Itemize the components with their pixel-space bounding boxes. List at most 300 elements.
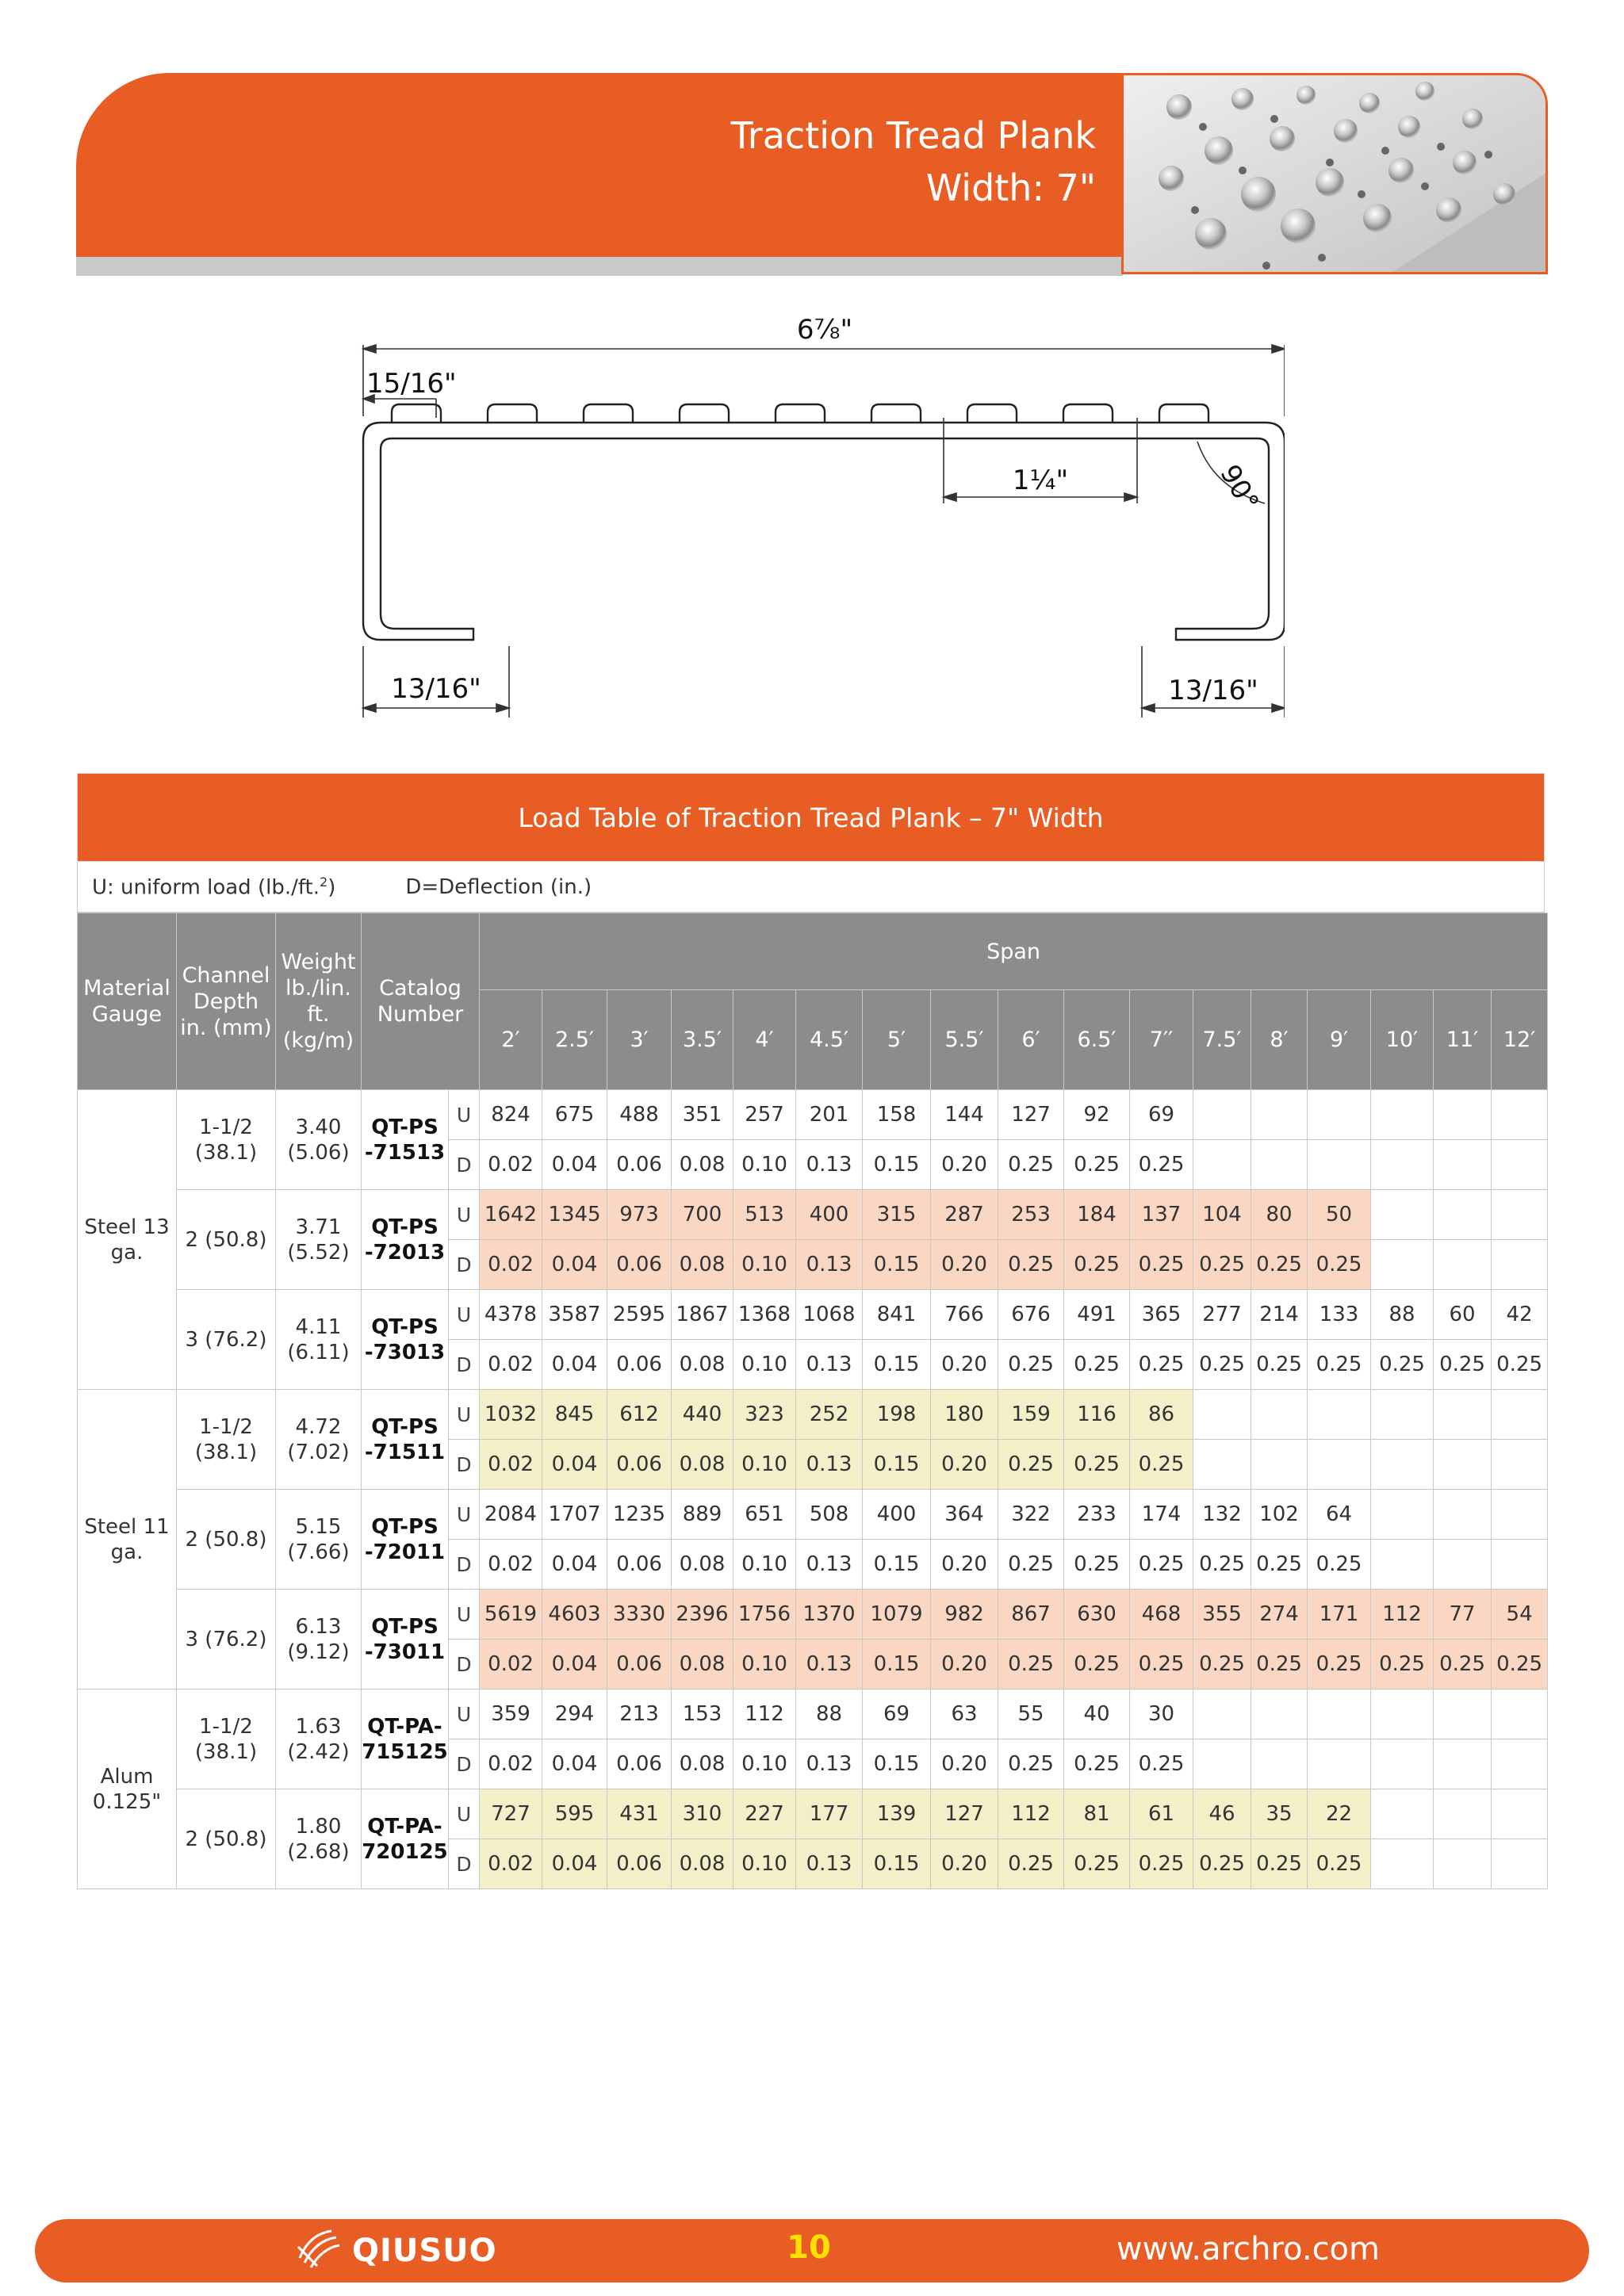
deflection-value-cell: 0.25 bbox=[1064, 1340, 1130, 1390]
deflection-value-cell: 0.25 bbox=[1130, 1640, 1193, 1689]
lip-width-label: 15/16" bbox=[366, 368, 457, 400]
load-value-cell: 766 bbox=[931, 1290, 998, 1340]
deflection-value-cell: 0.25 bbox=[1064, 1440, 1130, 1490]
weight-cell: 3.71 (5.52) bbox=[276, 1190, 362, 1290]
load-value-cell: 40 bbox=[1064, 1689, 1130, 1739]
span-header-9: 6.5′ bbox=[1064, 990, 1130, 1090]
load-value-cell: 3330 bbox=[607, 1590, 672, 1640]
dimple bbox=[1297, 86, 1316, 105]
deflection-value-cell bbox=[1193, 1140, 1251, 1190]
uniform-load-marker: U bbox=[449, 1390, 480, 1440]
load-value-cell: 55 bbox=[998, 1689, 1064, 1739]
load-value-cell: 513 bbox=[733, 1190, 796, 1240]
table-title: Load Table of Traction Tread Plank – 7" Width bbox=[77, 773, 1545, 862]
tread-bump bbox=[1063, 404, 1113, 423]
load-value-cell: 35 bbox=[1251, 1789, 1308, 1839]
deflection-marker: D bbox=[449, 1240, 480, 1290]
deflection-value-cell: 0.10 bbox=[733, 1440, 796, 1490]
small-hole bbox=[1421, 182, 1429, 190]
deflection-value-cell: 0.08 bbox=[672, 1440, 733, 1490]
tread-bump bbox=[776, 404, 825, 423]
span-header-5: 4.5′ bbox=[796, 990, 863, 1090]
load-value-cell bbox=[1193, 1090, 1251, 1140]
deflection-value-cell bbox=[1371, 1240, 1434, 1290]
load-value-cell: 233 bbox=[1064, 1490, 1130, 1540]
deflection-value-cell: 0.06 bbox=[607, 1240, 672, 1290]
deflection-value-cell: 0.02 bbox=[480, 1839, 542, 1889]
span-header-6: 5′ bbox=[863, 990, 931, 1090]
deflection-value-cell: 0.10 bbox=[733, 1540, 796, 1590]
weight-cell: 1.63 (2.42) bbox=[276, 1689, 362, 1789]
deflection-value-cell bbox=[1434, 1540, 1492, 1590]
tread-bump bbox=[488, 404, 537, 423]
deflection-marker: D bbox=[449, 1540, 480, 1590]
dimple bbox=[1388, 158, 1414, 183]
deflection-value-cell: 0.25 bbox=[1492, 1340, 1548, 1390]
deflection-value-cell bbox=[1371, 1739, 1434, 1789]
deflection-value-cell: 0.04 bbox=[542, 1340, 607, 1390]
deflection-value-cell: 0.25 bbox=[1371, 1640, 1434, 1689]
tread-bump bbox=[871, 404, 921, 423]
deflection-value-cell: 0.25 bbox=[998, 1540, 1064, 1590]
deflection-value-cell: 0.10 bbox=[733, 1640, 796, 1689]
load-value-cell: 889 bbox=[672, 1490, 733, 1540]
dimple bbox=[1231, 88, 1254, 110]
load-value-cell: 1345 bbox=[542, 1190, 607, 1240]
load-value-cell bbox=[1251, 1689, 1308, 1739]
deflection-value-cell bbox=[1251, 1140, 1308, 1190]
title-line-2: Width: 7" bbox=[925, 166, 1096, 209]
dimple bbox=[1195, 218, 1227, 250]
deflection-value-cell: 0.25 bbox=[1308, 1540, 1371, 1590]
load-value-cell bbox=[1193, 1689, 1251, 1739]
deflection-value-cell bbox=[1371, 1540, 1434, 1590]
uniform-load-marker: U bbox=[449, 1689, 480, 1739]
right-return-label: 13/16" bbox=[1168, 675, 1258, 706]
load-value-cell: 80 bbox=[1251, 1190, 1308, 1240]
load-value-cell: 22 bbox=[1308, 1789, 1371, 1839]
load-value-cell bbox=[1308, 1390, 1371, 1440]
deflection-marker: D bbox=[449, 1440, 480, 1490]
material-cell: Alum 0.125" bbox=[78, 1689, 177, 1889]
deflection-value-cell: 0.06 bbox=[607, 1140, 672, 1190]
weight-cell: 3.40 (5.06) bbox=[276, 1090, 362, 1190]
load-value-cell: 287 bbox=[931, 1190, 998, 1240]
load-value-cell bbox=[1308, 1689, 1371, 1739]
deflection-value-cell: 0.20 bbox=[931, 1340, 998, 1390]
page-number: 10 bbox=[787, 2229, 831, 2266]
material-cell: Steel 11 ga. bbox=[78, 1390, 177, 1689]
load-value-cell: 364 bbox=[931, 1490, 998, 1540]
load-value-cell: 102 bbox=[1251, 1490, 1308, 1540]
catalog-cell: QT-PS -71511 bbox=[362, 1390, 449, 1490]
deflection-value-cell: 0.08 bbox=[672, 1540, 733, 1590]
dimple bbox=[1316, 168, 1344, 197]
deflection-marker: D bbox=[449, 1739, 480, 1789]
load-value-cell: 431 bbox=[607, 1789, 672, 1839]
table-row bbox=[78, 1490, 1548, 1540]
deflection-value-cell: 0.20 bbox=[931, 1540, 998, 1590]
small-hole bbox=[1199, 123, 1207, 131]
header-weight: Weight lb./lin. ft. (kg/m) bbox=[276, 913, 362, 1090]
deflection-value-cell: 0.25 bbox=[1434, 1340, 1492, 1390]
small-hole bbox=[1437, 143, 1445, 151]
header-channel-depth: Channel Depth in. (mm) bbox=[177, 913, 276, 1090]
span-header-11: 7.5′ bbox=[1193, 990, 1251, 1090]
deflection-value-cell: 0.15 bbox=[863, 1640, 931, 1689]
load-value-cell: 42 bbox=[1492, 1290, 1548, 1340]
angle-label: 90° bbox=[1213, 459, 1265, 517]
load-value-cell: 46 bbox=[1193, 1789, 1251, 1839]
dimple bbox=[1205, 136, 1233, 165]
load-value-cell: 1235 bbox=[607, 1490, 672, 1540]
load-value-cell: 227 bbox=[733, 1789, 796, 1839]
catalog-cell: QT-PS -73011 bbox=[362, 1590, 449, 1689]
deflection-value-cell: 0.25 bbox=[1064, 1240, 1130, 1290]
load-value-cell: 3587 bbox=[542, 1290, 607, 1340]
catalog-cell: QT-PS -71513 bbox=[362, 1090, 449, 1190]
deflection-value-cell bbox=[1434, 1240, 1492, 1290]
dimple bbox=[1334, 119, 1358, 143]
deflection-value-cell: 0.04 bbox=[542, 1240, 607, 1290]
load-value-cell bbox=[1492, 1490, 1548, 1540]
deflection-value-cell: 0.02 bbox=[480, 1640, 542, 1689]
dimple bbox=[1462, 109, 1483, 129]
deflection-value-cell bbox=[1193, 1440, 1251, 1490]
deflection-value-cell: 0.15 bbox=[863, 1140, 931, 1190]
channel-profile-svg bbox=[349, 313, 1285, 741]
load-value-cell: 4603 bbox=[542, 1590, 607, 1640]
load-value-cell: 322 bbox=[998, 1490, 1064, 1540]
deflection-value-cell: 0.02 bbox=[480, 1240, 542, 1290]
load-value-cell: 727 bbox=[480, 1789, 542, 1839]
weight-cell: 6.13 (9.12) bbox=[276, 1590, 362, 1689]
uniform-load-marker: U bbox=[449, 1190, 480, 1240]
load-value-cell: 2595 bbox=[607, 1290, 672, 1340]
load-value-cell: 64 bbox=[1308, 1490, 1371, 1540]
load-value-cell: 30 bbox=[1130, 1689, 1193, 1739]
load-value-cell bbox=[1193, 1390, 1251, 1440]
table-row bbox=[78, 1789, 1548, 1839]
perforated-metal-image bbox=[1124, 75, 1548, 274]
load-value-cell: 77 bbox=[1434, 1590, 1492, 1640]
deflection-value-cell: 0.25 bbox=[1308, 1839, 1371, 1889]
weight-cell: 1.80 (2.68) bbox=[276, 1789, 362, 1889]
load-value-cell: 54 bbox=[1492, 1590, 1548, 1640]
table-row bbox=[78, 1290, 1548, 1340]
deflection-value-cell: 0.15 bbox=[863, 1839, 931, 1889]
deflection-value-cell bbox=[1251, 1440, 1308, 1490]
deflection-value-cell bbox=[1251, 1739, 1308, 1789]
deflection-value-cell: 0.25 bbox=[1130, 1739, 1193, 1789]
uniform-load-marker: U bbox=[449, 1090, 480, 1140]
load-value-cell: 153 bbox=[672, 1689, 733, 1739]
deflection-value-cell: 0.04 bbox=[542, 1140, 607, 1190]
load-value-cell bbox=[1492, 1390, 1548, 1440]
load-value-cell: 88 bbox=[1371, 1290, 1434, 1340]
deflection-value-cell: 0.15 bbox=[863, 1340, 931, 1390]
uniform-load-marker: U bbox=[449, 1490, 480, 1540]
load-value-cell: 198 bbox=[863, 1390, 931, 1440]
load-value-cell: 612 bbox=[607, 1390, 672, 1440]
load-value-cell: 315 bbox=[863, 1190, 931, 1240]
load-value-cell: 60 bbox=[1434, 1290, 1492, 1340]
load-table bbox=[77, 773, 1545, 1889]
load-value-cell bbox=[1434, 1090, 1492, 1140]
load-value-cell: 213 bbox=[607, 1689, 672, 1739]
footer-url[interactable]: www.archro.com bbox=[1116, 2231, 1380, 2267]
load-value-cell: 1867 bbox=[672, 1290, 733, 1340]
deflection-value-cell: 0.25 bbox=[1251, 1640, 1308, 1689]
load-value-cell: 252 bbox=[796, 1390, 863, 1440]
load-value-cell bbox=[1492, 1090, 1548, 1140]
load-value-cell: 180 bbox=[931, 1390, 998, 1440]
uniform-load-marker: U bbox=[449, 1789, 480, 1839]
span-header-12: 8′ bbox=[1251, 990, 1308, 1090]
span-header-3: 3.5′ bbox=[672, 990, 733, 1090]
load-value-cell: 867 bbox=[998, 1590, 1064, 1640]
deflection-value-cell bbox=[1434, 1739, 1492, 1789]
depth-cell: 2 (50.8) bbox=[177, 1490, 276, 1590]
load-value-cell: 1368 bbox=[733, 1290, 796, 1340]
deflection-value-cell bbox=[1492, 1839, 1548, 1889]
small-hole bbox=[1239, 166, 1247, 174]
load-value-cell: 5619 bbox=[480, 1590, 542, 1640]
deflection-value-cell: 0.25 bbox=[998, 1640, 1064, 1689]
deflection-value-cell: 0.25 bbox=[998, 1240, 1064, 1290]
load-value-cell: 1032 bbox=[480, 1390, 542, 1440]
load-value-cell bbox=[1492, 1190, 1548, 1240]
catalog-cell: QT-PS -72013 bbox=[362, 1190, 449, 1290]
legend-u-sup: 2 bbox=[320, 874, 328, 890]
load-value-cell: 81 bbox=[1064, 1789, 1130, 1839]
load-value-cell bbox=[1251, 1090, 1308, 1140]
deflection-value-cell: 0.25 bbox=[1130, 1839, 1193, 1889]
catalog-cell: QT-PA- 715125 bbox=[362, 1689, 449, 1789]
span-header-0: 2′ bbox=[480, 990, 542, 1090]
catalog-cell: QT-PA- 720125 bbox=[362, 1789, 449, 1889]
deflection-value-cell: 0.08 bbox=[672, 1839, 733, 1889]
table-row bbox=[78, 1590, 1548, 1640]
deflection-marker: D bbox=[449, 1140, 480, 1190]
deflection-value-cell: 0.06 bbox=[607, 1340, 672, 1390]
load-value-cell bbox=[1251, 1390, 1308, 1440]
load-value-cell bbox=[1371, 1090, 1434, 1140]
deflection-value-cell bbox=[1492, 1140, 1548, 1190]
dimple bbox=[1493, 183, 1515, 205]
tread-bump bbox=[1159, 404, 1208, 423]
small-hole bbox=[1358, 190, 1365, 198]
load-value-cell: 159 bbox=[998, 1390, 1064, 1440]
deflection-value-cell: 0.25 bbox=[998, 1140, 1064, 1190]
span-header-8: 6′ bbox=[998, 990, 1064, 1090]
header-span: Span bbox=[480, 913, 1548, 990]
load-value-cell: 139 bbox=[863, 1789, 931, 1839]
deflection-value-cell: 0.20 bbox=[931, 1140, 998, 1190]
load-value-cell: 1642 bbox=[480, 1190, 542, 1240]
deflection-value-cell: 0.25 bbox=[1308, 1340, 1371, 1390]
deflection-value-cell: 0.25 bbox=[1064, 1739, 1130, 1789]
load-value-cell: 61 bbox=[1130, 1789, 1193, 1839]
load-value-cell: 310 bbox=[672, 1789, 733, 1839]
load-value-cell: 158 bbox=[863, 1090, 931, 1140]
deflection-value-cell: 0.02 bbox=[480, 1340, 542, 1390]
deflection-value-cell: 0.06 bbox=[607, 1839, 672, 1889]
legend-u-end: ) bbox=[327, 875, 336, 900]
load-value-cell: 132 bbox=[1193, 1490, 1251, 1540]
deflection-value-cell: 0.13 bbox=[796, 1640, 863, 1689]
deflection-value-cell: 0.25 bbox=[1251, 1340, 1308, 1390]
left-return-label: 13/16" bbox=[391, 673, 481, 705]
dimple bbox=[1436, 197, 1461, 223]
hole-pitch-label: 1¼" bbox=[1012, 465, 1069, 496]
deflection-value-cell: 0.10 bbox=[733, 1140, 796, 1190]
load-value-cell: 841 bbox=[863, 1290, 931, 1340]
load-value-cell bbox=[1371, 1789, 1434, 1839]
deflection-value-cell: 0.13 bbox=[796, 1440, 863, 1490]
deflection-value-cell bbox=[1371, 1440, 1434, 1490]
deflection-value-cell bbox=[1492, 1240, 1548, 1290]
deflection-value-cell: 0.13 bbox=[796, 1340, 863, 1390]
load-value-cell: 171 bbox=[1308, 1590, 1371, 1640]
deflection-value-cell: 0.25 bbox=[1434, 1640, 1492, 1689]
weight-cell: 4.72 (7.02) bbox=[276, 1390, 362, 1490]
deflection-value-cell: 0.20 bbox=[931, 1440, 998, 1490]
load-value-cell: 86 bbox=[1130, 1390, 1193, 1440]
footer-logo bbox=[293, 2226, 497, 2275]
deflection-value-cell: 0.13 bbox=[796, 1839, 863, 1889]
depth-cell: 2 (50.8) bbox=[177, 1789, 276, 1889]
legend-uniform-load bbox=[92, 874, 335, 900]
deflection-value-cell: 0.10 bbox=[733, 1240, 796, 1290]
load-value-cell: 595 bbox=[542, 1789, 607, 1839]
load-value-cell: 355 bbox=[1193, 1590, 1251, 1640]
header-underline bbox=[76, 257, 1123, 276]
deflection-value-cell: 0.25 bbox=[1064, 1839, 1130, 1889]
deflection-value-cell bbox=[1492, 1540, 1548, 1590]
deflection-value-cell: 0.25 bbox=[1492, 1640, 1548, 1689]
load-value-cell bbox=[1492, 1789, 1548, 1839]
deflection-value-cell bbox=[1434, 1140, 1492, 1190]
load-value-cell: 50 bbox=[1308, 1190, 1371, 1240]
deflection-value-cell bbox=[1193, 1739, 1251, 1789]
load-value-cell: 676 bbox=[998, 1290, 1064, 1340]
load-value-cell: 133 bbox=[1308, 1290, 1371, 1340]
span-header-7: 5.5′ bbox=[931, 990, 998, 1090]
deflection-value-cell: 0.06 bbox=[607, 1739, 672, 1789]
deflection-value-cell: 0.15 bbox=[863, 1540, 931, 1590]
weight-cell: 5.15 (7.66) bbox=[276, 1490, 362, 1590]
deflection-value-cell: 0.08 bbox=[672, 1140, 733, 1190]
load-value-cell: 184 bbox=[1064, 1190, 1130, 1240]
load-value-cell: 824 bbox=[480, 1090, 542, 1140]
load-value-cell bbox=[1434, 1390, 1492, 1440]
deflection-value-cell: 0.02 bbox=[480, 1540, 542, 1590]
deflection-value-cell: 0.25 bbox=[1064, 1140, 1130, 1190]
deflection-value-cell: 0.25 bbox=[1193, 1240, 1251, 1290]
load-value-cell: 127 bbox=[931, 1789, 998, 1839]
page-title bbox=[730, 109, 1096, 214]
span-header-16: 12′ bbox=[1492, 990, 1548, 1090]
deflection-value-cell: 0.25 bbox=[1308, 1240, 1371, 1290]
overall-width-label: 6⅞" bbox=[796, 314, 853, 346]
deflection-value-cell: 0.25 bbox=[1064, 1540, 1130, 1590]
small-hole bbox=[1318, 254, 1326, 262]
depth-cell: 1-1/2 (38.1) bbox=[177, 1090, 276, 1190]
table-row bbox=[78, 1090, 1548, 1140]
span-header-2: 3′ bbox=[607, 990, 672, 1090]
footer-brand: QIUSUO bbox=[352, 2233, 497, 2269]
span-header-14: 10′ bbox=[1371, 990, 1434, 1090]
load-value-cell: 2396 bbox=[672, 1590, 733, 1640]
deflection-value-cell: 0.25 bbox=[1251, 1839, 1308, 1889]
deflection-value-cell: 0.25 bbox=[1064, 1640, 1130, 1689]
load-value-cell: 253 bbox=[998, 1190, 1064, 1240]
deflection-value-cell: 0.25 bbox=[1371, 1340, 1434, 1390]
deflection-value-cell: 0.25 bbox=[1251, 1240, 1308, 1290]
dimple bbox=[1166, 94, 1192, 120]
deflection-value-cell: 0.13 bbox=[796, 1140, 863, 1190]
deflection-value-cell bbox=[1371, 1140, 1434, 1190]
deflection-value-cell: 0.25 bbox=[998, 1739, 1064, 1789]
load-value-cell: 69 bbox=[863, 1689, 931, 1739]
legend-u-text: U: uniform load (lb./ft. bbox=[92, 875, 320, 900]
dimple bbox=[1270, 126, 1295, 151]
load-value-cell: 112 bbox=[998, 1789, 1064, 1839]
load-value-cell: 365 bbox=[1130, 1290, 1193, 1340]
load-value-cell: 63 bbox=[931, 1689, 998, 1739]
deflection-value-cell: 0.25 bbox=[998, 1839, 1064, 1889]
dimple bbox=[1159, 166, 1184, 191]
table-row bbox=[78, 1390, 1548, 1440]
deflection-value-cell: 0.13 bbox=[796, 1739, 863, 1789]
load-value-cell: 2084 bbox=[480, 1490, 542, 1540]
deflection-value-cell: 0.06 bbox=[607, 1440, 672, 1490]
depth-cell: 3 (76.2) bbox=[177, 1590, 276, 1689]
tread-bump bbox=[967, 404, 1017, 423]
dimple bbox=[1241, 177, 1276, 212]
load-value-cell: 491 bbox=[1064, 1290, 1130, 1340]
load-value-cell: 116 bbox=[1064, 1390, 1130, 1440]
deflection-value-cell: 0.04 bbox=[542, 1440, 607, 1490]
span-header-13: 9′ bbox=[1308, 990, 1371, 1090]
dimple bbox=[1398, 116, 1420, 138]
deflection-value-cell: 0.10 bbox=[733, 1340, 796, 1390]
dimple bbox=[1453, 151, 1477, 174]
deflection-value-cell bbox=[1492, 1739, 1548, 1789]
small-hole bbox=[1191, 206, 1199, 214]
deflection-value-cell: 0.08 bbox=[672, 1739, 733, 1789]
depth-cell: 3 (76.2) bbox=[177, 1290, 276, 1390]
small-hole bbox=[1381, 147, 1389, 155]
deflection-value-cell: 0.20 bbox=[931, 1640, 998, 1689]
table-row bbox=[78, 1689, 1548, 1739]
load-value-cell: 144 bbox=[931, 1090, 998, 1140]
load-value-cell: 982 bbox=[931, 1590, 998, 1640]
deflection-value-cell: 0.08 bbox=[672, 1240, 733, 1290]
deflection-marker: D bbox=[449, 1640, 480, 1689]
load-value-cell: 700 bbox=[672, 1190, 733, 1240]
cross-section-drawing bbox=[349, 313, 1285, 741]
deflection-value-cell: 0.10 bbox=[733, 1839, 796, 1889]
load-value-cell: 69 bbox=[1130, 1090, 1193, 1140]
tread-bump bbox=[584, 404, 633, 423]
dimple bbox=[1363, 204, 1392, 232]
deflection-value-cell: 0.08 bbox=[672, 1640, 733, 1689]
load-value-cell: 508 bbox=[796, 1490, 863, 1540]
span-header-1: 2.5′ bbox=[542, 990, 607, 1090]
deflection-value-cell: 0.08 bbox=[672, 1340, 733, 1390]
